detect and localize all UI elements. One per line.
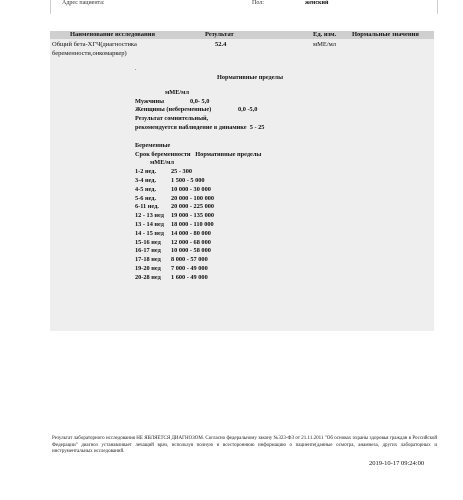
week-range: 1 500 - 5 000	[171, 176, 205, 184]
week-row	[135, 221, 283, 230]
pregnant-unit: мМЕ/мл	[150, 159, 175, 167]
disclaimer: Результат лабораторного исследования НЕ ЯВЛЯЕТСЯ ДИАГНОЗОМ. Согласно федеральному закону №323-ФЗ от 21.11.2011 "Об основах охраны здоровья граждан в Российской Федерации" диагноз устанавливает лечащий врач, используя полную и всестороннюю информацию о пациенте(данные осмотра, анамнеза, других лабораторных и инструментальных исследований.	[52, 436, 437, 454]
report-datetime: 2019-10-17 09:24:00	[369, 460, 425, 467]
week-term: 20-28 нед	[135, 273, 161, 281]
pregnant-header: Срок беременности Нормативные пределы	[135, 150, 262, 158]
week-row	[135, 239, 283, 248]
page-border-right	[437, 0, 438, 14]
week-row	[135, 247, 283, 256]
week-range: 7 000 - 49 000	[171, 264, 208, 272]
test-result: 52.4	[215, 41, 227, 48]
doubt-row	[135, 124, 283, 133]
week-term: 1-2 нед.	[135, 168, 157, 176]
week-term: 4-5 нед.	[135, 185, 157, 193]
men-value: 0,0- 5,0	[190, 97, 210, 105]
week-row	[135, 274, 283, 283]
week-range: 20 000 - 100 000	[171, 194, 215, 202]
doubt-line-1: Результат сомнительный,	[135, 115, 209, 123]
week-range: 10 000 - 58 000	[171, 247, 211, 255]
week-range: 10 000 - 30 000	[171, 185, 211, 193]
norms-block	[135, 74, 283, 283]
men-row	[135, 98, 283, 107]
week-range: 19 000 - 135 000	[171, 212, 215, 220]
week-range: 1 600 - 49 000	[171, 273, 208, 281]
week-term: 13 - 14 нед	[135, 220, 164, 228]
week-range: 12 000 - 68 000	[171, 238, 211, 246]
week-term: 12 - 13 нед	[135, 212, 164, 220]
week-row	[135, 256, 283, 265]
week-row	[135, 230, 283, 239]
men-label: Мужчины	[135, 97, 165, 105]
week-range: 20 000 - 225 000	[171, 203, 215, 211]
week-row	[135, 177, 283, 186]
sex-label: Пол:	[252, 0, 264, 6]
week-row	[135, 203, 283, 212]
test-name: Общий бета-ХГЧ(диагностика беременности,онкомаркер)	[52, 41, 137, 57]
week-range: 18 000 - 110 000	[171, 220, 214, 228]
week-term: 19-20 нед	[135, 264, 161, 272]
pregnant-title: Беременные	[135, 141, 171, 149]
women-row	[135, 106, 283, 115]
weeks-list	[135, 168, 283, 282]
week-term: 14 - 15 нед	[135, 229, 164, 237]
page-border-left	[50, 0, 51, 14]
doubt-value: 5 - 25	[249, 123, 265, 131]
week-term: 17-18 нед	[135, 256, 161, 264]
column-header-unit: Ед. изм.	[313, 31, 337, 38]
week-range: 8 000 - 57 000	[171, 256, 208, 264]
column-header-result: Результат	[205, 31, 234, 38]
address-label: Адрес пациента:	[62, 0, 105, 6]
week-term: 6-11 нед.	[135, 203, 159, 211]
table-header	[50, 31, 434, 39]
norms-title: Нормативные пределы	[217, 74, 283, 81]
week-row	[135, 195, 283, 204]
week-row	[135, 186, 283, 195]
week-range: 14 000 - 80 000	[171, 229, 211, 237]
week-term: 15-16 нед	[135, 238, 161, 246]
women-label: Женщины (небеременные)	[135, 106, 212, 114]
results-table	[50, 31, 434, 331]
week-row	[135, 265, 283, 274]
week-term: 3-4 нед.	[135, 176, 157, 184]
dot-marker: .	[135, 66, 137, 72]
week-row	[135, 168, 283, 177]
sex-value: женский	[305, 0, 329, 6]
doubt-line-2: рекомендуется наблюдение в динамике	[135, 123, 247, 131]
column-header-name: Наименование исследования	[70, 31, 156, 38]
week-term: 5-6 нед.	[135, 194, 157, 202]
week-range: 25 - 300	[171, 168, 192, 176]
test-unit: мМЕ/мл	[313, 41, 337, 48]
week-term: 16-17 нед	[135, 247, 161, 255]
women-value: 0,0 -5,0	[238, 106, 258, 114]
column-header-normal: Нормальные значения	[352, 31, 419, 38]
norms-unit: мМЕ/мл	[165, 88, 190, 96]
table-body	[50, 39, 434, 331]
week-row	[135, 212, 283, 221]
